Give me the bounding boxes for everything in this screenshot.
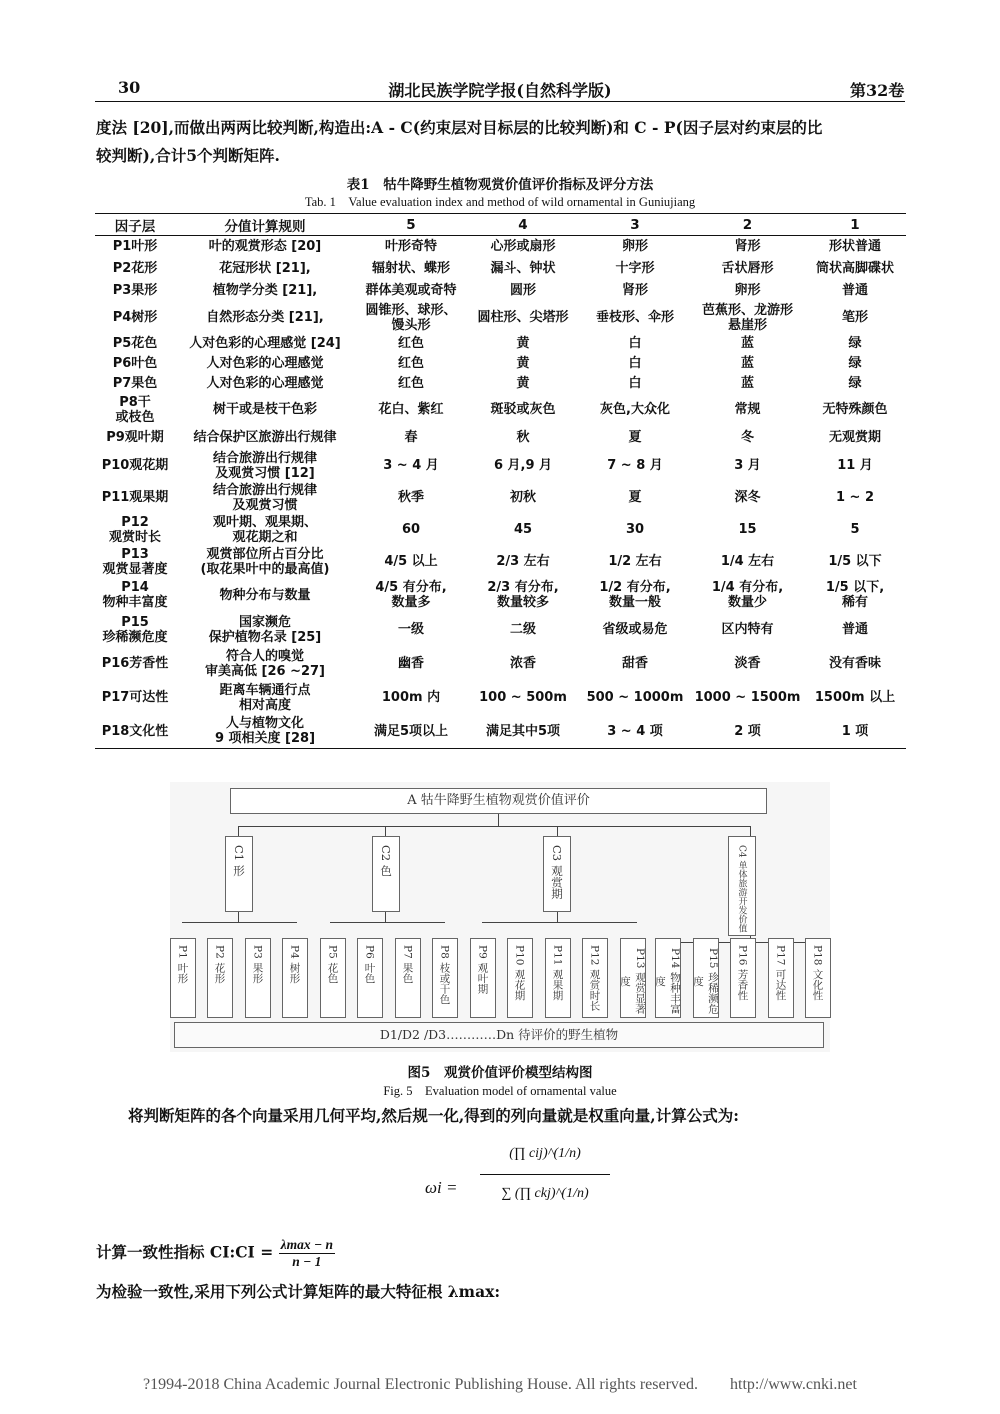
score-cell: 省级或易危: [602, 622, 668, 637]
score-cell: 冬: [740, 430, 754, 445]
score-cell: 15: [738, 522, 757, 537]
score-cell: 没有香味: [828, 656, 881, 671]
score-cell: 60: [401, 522, 421, 537]
volume-label: 第32卷: [850, 81, 905, 100]
score-cell: 白: [628, 356, 642, 371]
score-cell: 圆锥形、球形、 馒头形: [365, 302, 457, 333]
score-cell: 芭蕉形、龙游形 悬崖形: [701, 302, 793, 333]
score-cell: 深冬: [734, 490, 761, 505]
factor-box: P9 观叶期: [470, 938, 496, 1018]
factor-cell: P16芳香性: [101, 656, 169, 671]
factor-box: P8 枝或干色: [432, 938, 458, 1018]
header-rule: [95, 101, 905, 102]
score-cell: 3 ~ 4 项: [579, 715, 691, 749]
factor-cell: P2花形: [112, 261, 158, 276]
score-cell: 心形或扇形: [490, 239, 556, 255]
score-cell: 蓝: [740, 336, 754, 351]
figure-caption-cn: 图5 观赏价值评价模型结构图: [407, 1065, 593, 1081]
score-cell: 100 ~ 500m: [479, 690, 567, 705]
rule-cell: 距离车辆通行点 相对高度: [219, 682, 311, 713]
factor-cell: P5花色: [112, 336, 158, 351]
score-cell: 3 ~ 4 月: [383, 458, 439, 473]
score-cell: 普通: [841, 283, 868, 298]
formula-numerator: (∏ cij)^(1/n): [509, 1146, 581, 1161]
table-header-cell: 1: [804, 214, 906, 236]
criterion-box-3: C3 观赏期: [543, 836, 571, 912]
table-header-row: [95, 214, 906, 236]
intro-line-1: 度法 [20],而做出两两比较判断,构造出:A - C(约束层对目标层的比较判断)和 C - P(因子层对约束层的比: [96, 118, 823, 137]
table-header-cell: 5: [355, 214, 467, 236]
table-header-cell: 因子层: [95, 214, 175, 236]
score-cell: 灰色,大众化: [600, 402, 670, 417]
score-cell: 夏: [628, 430, 642, 445]
table-row: [95, 613, 906, 647]
table-body: [95, 236, 906, 749]
factor-cell: P11观果期: [101, 490, 169, 505]
ci-denominator: n − 1: [292, 1254, 322, 1269]
score-cell: 一级: [397, 622, 424, 637]
score-cell: 4/5 有分布, 数量多: [375, 580, 447, 610]
factor-box: P18 文化性: [805, 938, 831, 1018]
score-cell: 1/4 有分布, 数量少: [711, 580, 784, 610]
model-figure: [170, 782, 830, 1052]
factor-box: P11 观果期: [545, 938, 571, 1018]
score-cell: 叶形奇特: [384, 239, 437, 255]
table-row: [95, 681, 906, 715]
factor-cell: P17可达性: [101, 690, 169, 705]
table-row: [95, 450, 906, 482]
score-cell: 1/5 以下: [828, 554, 882, 569]
score-cell: 红色: [397, 356, 424, 371]
factor-box: P17 可达性: [768, 938, 794, 1018]
score-cell: 6 月,9 月: [493, 458, 553, 473]
rule-cell: 符合人的嗅觉 审美高低 [26 ~27]: [204, 648, 325, 679]
factor-cell: P8干 或枝色: [115, 394, 155, 425]
score-cell: 11 月: [837, 458, 873, 473]
factor-box: P2 花形: [207, 938, 233, 1018]
factor-cell: P12 观赏时长: [108, 514, 161, 545]
score-cell: 4/5 以上: [384, 554, 438, 569]
score-cell: 1 ~ 2: [835, 490, 875, 505]
factor-cell: P9观叶期: [106, 430, 164, 445]
score-cell: 45: [513, 522, 533, 537]
score-cell: 1/2 有分布, 数量一般: [599, 580, 671, 610]
factor-cell: P18文化性: [95, 715, 175, 749]
ci-label: 计算一致性指标 CI:CI =: [96, 1242, 274, 1262]
body-paragraph-1: 将判断矩阵的各个向量采用几何平均,然后规一化,得到的列向量就是权重向量,计算公式为:: [128, 1106, 739, 1125]
score-cell: 二级: [509, 622, 536, 637]
score-cell: 1/4 左右: [720, 554, 775, 569]
table-row: [95, 394, 906, 426]
score-cell: 圆形: [509, 283, 536, 298]
score-cell: 3 月: [734, 458, 761, 473]
factor-box: P4 树形: [282, 938, 308, 1018]
factor-box: P10 观花期: [507, 938, 533, 1018]
score-cell: 100m 内: [381, 690, 441, 705]
score-cell: 2 项: [691, 715, 804, 749]
table-row: [95, 302, 906, 334]
factor-cell: P3果形: [112, 283, 158, 298]
factor-cell: P4树形: [112, 310, 158, 325]
score-cell: 肾形: [734, 239, 761, 255]
rule-cell: 观赏部位所占百分比 (取花果叶中的最高值): [200, 546, 330, 577]
score-cell: 圆柱形、尖塔形: [477, 310, 569, 325]
score-cell: 1000 ~ 1500m: [694, 690, 801, 705]
factor-box: P16 芳香性: [730, 938, 756, 1018]
figure-caption-en: Fig. 5 Evaluation model of ornamental value: [383, 1084, 617, 1098]
score-cell: 夏: [628, 490, 642, 505]
rule-cell: 人与植物文化 9 项相关度 [28]: [175, 715, 355, 749]
score-cell: 春: [404, 430, 418, 445]
score-cell: 花白、紫红: [378, 402, 444, 417]
score-cell: 十字形: [615, 261, 655, 276]
score-cell: 红色: [397, 336, 424, 351]
rule-cell: 结合旅游出行规律 及观赏习惯: [212, 482, 317, 513]
rule-cell: 人对色彩的心理感觉: [206, 376, 324, 391]
score-cell: 无特殊颜色: [822, 402, 888, 417]
factor-cell: P14 物种丰富度: [102, 580, 168, 610]
score-cell: 满足5项以上: [355, 715, 467, 749]
table-row: [95, 258, 906, 280]
factor-box: P15 珍稀濒危度: [693, 938, 719, 1018]
score-cell: 黄: [516, 356, 530, 371]
factor-box: P14 物种丰富度: [655, 938, 681, 1018]
alternatives-box: D1/D2 /D3…………Dn 待评价的野生植物: [174, 1022, 824, 1048]
score-cell: 形状普通: [828, 239, 881, 255]
intro-line-2: 较判断),合计5个判断矩阵.: [96, 146, 280, 165]
evaluation-table: [95, 213, 906, 749]
score-cell: 红色: [397, 376, 424, 391]
ci-numerator: λmax − n: [280, 1237, 334, 1252]
score-cell: 常规: [734, 402, 761, 417]
table-row: [95, 546, 906, 578]
table-header-cell: 2: [691, 214, 804, 236]
copyright-footer: ?1994-2018 China Academic Journal Electronic Publishing House. All rights reserved. http://www.cnki.net: [143, 1376, 857, 1393]
formula-denominator: ∑ (∏ ckj)^(1/n): [501, 1186, 589, 1201]
factor-cell: P1叶形: [112, 239, 158, 255]
score-cell: 肾形: [621, 283, 648, 298]
factor-cell: P7果色: [112, 376, 158, 391]
page-number: 30: [118, 78, 141, 97]
table-row: [95, 715, 906, 749]
table-header-cell: 3: [579, 214, 691, 236]
criterion-box-2: C2 色: [372, 836, 400, 912]
rule-cell: 树干或是枝干色彩: [212, 402, 317, 417]
rule-cell: 植物学分类 [21],: [212, 283, 318, 298]
score-cell: 绿: [848, 336, 862, 351]
body-paragraph-2: 为检验一致性,采用下列公式计算矩阵的最大特征根 λmax:: [96, 1282, 501, 1301]
score-cell: 群体美观或奇特: [365, 283, 457, 298]
table-row: [95, 426, 906, 450]
score-cell: 卵形: [734, 283, 761, 298]
table-row: [95, 280, 906, 302]
score-cell: 初秋: [509, 490, 536, 505]
rule-cell: 物种分布与数量: [219, 587, 311, 603]
ci-line: [96, 1237, 908, 1270]
score-cell: 7 ~ 8 月: [607, 458, 663, 473]
score-cell: 笔形: [841, 310, 868, 325]
score-cell: 普通: [841, 622, 868, 637]
rule-cell: 国家濒危 保护植物名录 [25]: [208, 614, 322, 645]
score-cell: 绿: [848, 356, 862, 371]
score-cell: 白: [628, 376, 642, 391]
table-row: [95, 334, 906, 354]
table-row: [95, 354, 906, 374]
criterion-box-4: C4 单体旅游开发价值: [728, 836, 756, 936]
factor-box: P5 花色: [320, 938, 346, 1018]
table-row: [95, 374, 906, 394]
rule-cell: 人对色彩的心理感觉 [24]: [189, 336, 341, 351]
score-cell: 黄: [516, 336, 530, 351]
fraction-bar: [480, 1174, 610, 1175]
score-cell: 斑驳或灰色: [490, 402, 556, 417]
table-row: [95, 236, 906, 258]
score-cell: 白: [628, 336, 642, 351]
score-cell: 5: [850, 522, 860, 537]
score-cell: 漏斗、钟状: [490, 261, 556, 276]
rule-cell: 观叶期、观果期、 观花期之和: [212, 514, 317, 545]
factor-cell: P13 观赏显著度: [102, 546, 168, 577]
score-cell: 1/2 左右: [608, 554, 662, 569]
factor-cell: P6叶色: [112, 356, 158, 371]
score-cell: 绿: [848, 376, 862, 391]
score-cell: 满足其中5项: [467, 715, 579, 749]
rule-cell: 结合保护区旅游出行规律: [193, 430, 337, 445]
score-cell: 无观赏期: [828, 430, 881, 445]
rule-cell: 自然形态分类 [21],: [206, 310, 324, 325]
factor-box: P7 果色: [395, 938, 421, 1018]
score-cell: 2/3 有分布, 数量较多: [487, 580, 559, 610]
score-cell: 卵形: [621, 239, 648, 255]
score-cell: 1500m 以上: [814, 690, 896, 705]
factor-box: P13 观赏显著度: [620, 938, 646, 1018]
score-cell: 幽香: [397, 656, 424, 671]
score-cell: 2/3 左右: [496, 554, 550, 569]
score-cell: 辐射状、蝶形: [371, 261, 450, 276]
table-row: [95, 578, 906, 613]
score-cell: 甜香: [621, 656, 648, 671]
score-cell: 区内特有: [721, 622, 774, 637]
factor-box: P12 观赏时长: [582, 938, 608, 1018]
criterion-box-1: C1 形: [225, 836, 253, 912]
score-cell: 1 项: [804, 715, 906, 749]
rule-cell: 人对色彩的心理感觉: [206, 356, 324, 371]
table-row: [95, 482, 906, 514]
score-cell: 1/5 以下, 稀有: [825, 580, 885, 610]
score-cell: 垂枝形、伞形: [595, 310, 674, 325]
score-cell: 秋季: [397, 490, 424, 505]
score-cell: 淡香: [734, 656, 761, 671]
table-header-cell: 4: [467, 214, 579, 236]
goal-box: A 牯牛降野生植物观赏价值评价: [230, 788, 767, 814]
score-cell: 蓝: [740, 376, 754, 391]
score-cell: 筒状高脚碟状: [815, 261, 894, 276]
journal-title: 湖北民族学院学报(自然科学版): [388, 81, 612, 100]
score-cell: 蓝: [740, 356, 754, 371]
factor-box: P6 叶色: [357, 938, 383, 1018]
rule-cell: 结合旅游出行规律 及观赏习惯 [12]: [212, 450, 317, 481]
factor-cell: P10观花期: [101, 458, 169, 473]
table-header-cell: 分值计算规则: [175, 214, 355, 236]
score-cell: 500 ~ 1000m: [586, 690, 684, 705]
factor-box: P1 叶形: [170, 938, 196, 1018]
rule-cell: 花冠形状 [21],: [219, 261, 311, 276]
table-row: [95, 514, 906, 546]
formula-lhs: ωi =: [425, 1178, 458, 1197]
factor-box: P3 果形: [245, 938, 271, 1018]
score-cell: 舌状唇形: [721, 261, 774, 276]
score-cell: 30: [625, 522, 645, 537]
score-cell: 浓香: [509, 656, 536, 671]
factor-cell: P15 珍稀濒危度: [102, 614, 168, 645]
score-cell: 秋: [516, 430, 530, 445]
table-row: [95, 647, 906, 681]
score-cell: 黄: [516, 376, 530, 391]
table-caption-en: Tab. 1 Value evaluation index and method of wild ornamental in Guniujiang: [304, 195, 696, 209]
rule-cell: 叶的观赏形态 [20]: [208, 239, 322, 255]
table-caption-cn: 表1 牯牛降野生植物观赏价值评价指标及评分方法: [346, 177, 654, 193]
